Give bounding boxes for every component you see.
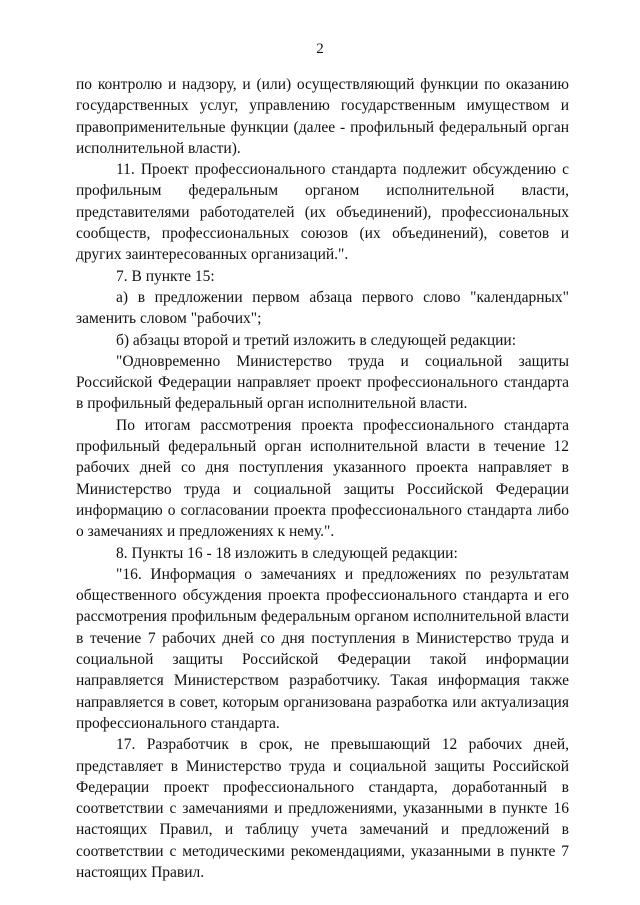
paragraph-item-8: 8. Пункты 16 - 18 изложить в следующей редакции: <box>116 544 458 562</box>
page-number: 2 <box>316 41 324 57</box>
paragraph-item-7: 7. В пункте 15: <box>116 267 215 285</box>
paragraph-subitem-a: а) в предложении первом абзаца первого слово "календарных" заменить словом "рабочих"; <box>76 288 569 328</box>
paragraph-simultaneously: "Одновременно Министерство труда и социальной защиты Российской Федерации направляет проект профессионального стандарта в профильный федеральный орган исполнительной власти. <box>76 352 569 413</box>
paragraph-17: 17. Разработчик в срок, не превышающий 12 рабочих дней, представляет в Министерство труда и социальной защиты Российской Федерации проект профессионального стандарта, доработанный в соответствии с замечаниями и предложениями, указанными в пункте 16 настоящих Правил, и таблицу учета замечаний и предложений в соответствии с методическими рекомендациями, указанными в пункте 7 настоящих Правил. <box>76 736 569 881</box>
paragraph-review-results: По итогам рассмотрения проекта профессионального стандарта профильный федеральный орган исполнительной власти в течение 12 рабочих дней со дня поступления указанного проекта направляет в Министерство труда и социальной защиты Российской Федерации информацию о согласовании проекта профессионального стандарта либо о замечаниях и предложениях к нему.". <box>76 416 569 541</box>
paragraph-11: 11. Проект профессионального стандарта подлежит обсуждению с профильным федеральным органом исполнительной власти, представителями работодателей (их объединений), профессиональных сообществ, профессиональных союзов (их объединений), советов и других заинтересованных организаций.". <box>76 161 569 264</box>
document-body <box>76 74 569 883</box>
paragraph-16: "16. Информация о замечаниях и предложениях по результатам общественного обсуждения проекта профессионального стандарта и его рассмотрения профильным федеральным органом исполнительной власти в течение 7 рабочих дней со дня поступления в Министерство труда и социальной защиты Российской Федерации такой информации направляется Министерством разработчику. Такая информация также направляется в совет, которым организована разработка или актуализация профессионального стандарта. <box>76 565 569 732</box>
paragraph-subitem-b: б) абзацы второй и третий изложить в следующей редакции: <box>116 331 517 349</box>
paragraph-1: по контролю и надзору, и (или) осуществляющий функции по оказанию государственных услуг, управлению государственным имуществом и правоприменительные функции (далее - профильный федеральный орган исполнительной власти). <box>76 76 569 157</box>
